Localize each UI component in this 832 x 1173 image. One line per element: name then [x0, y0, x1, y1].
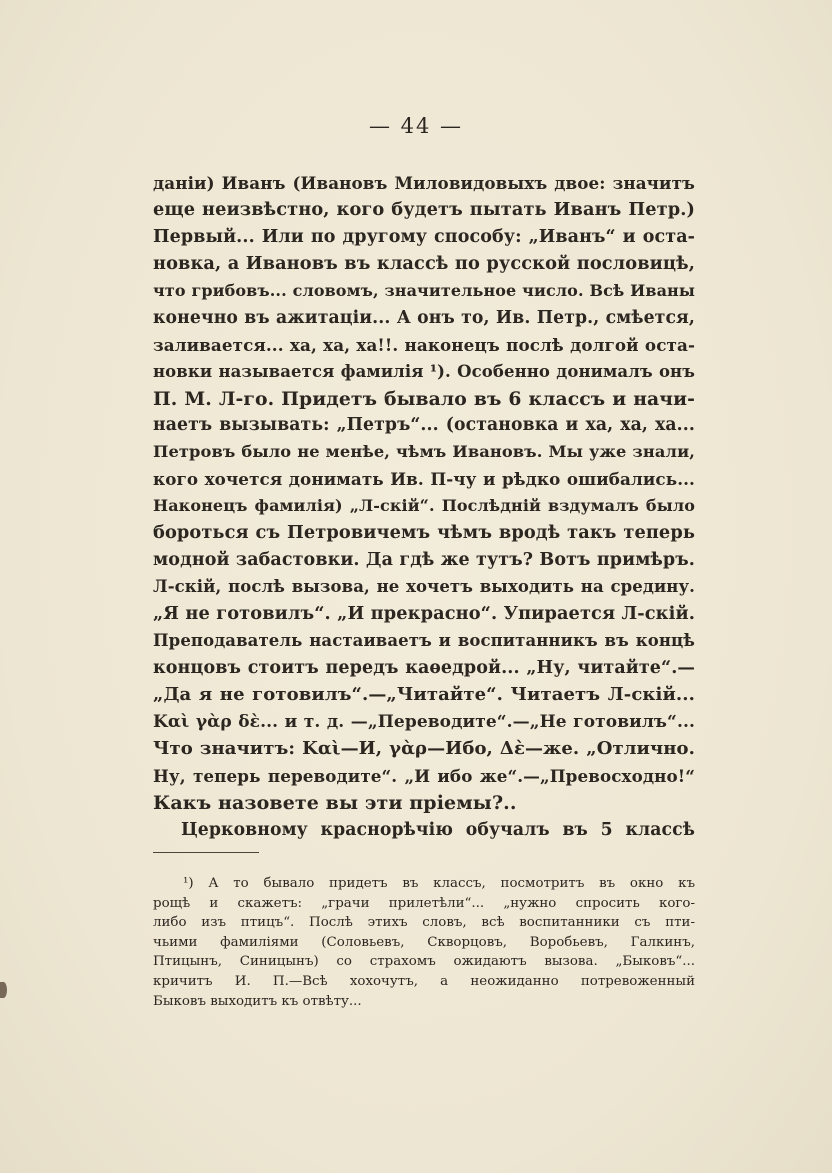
text-line: Церковному краснорѣчію обучалъ въ 5 классѣ	[181, 819, 695, 840]
text-line: наетъ вызывать: „Петръ“... (остановка и ха, ха, ха...	[153, 415, 695, 436]
text-line: Какъ назовете вы эти пріемы?..	[153, 791, 517, 814]
text-line: еще неизвѣстно, кого будетъ пытать Иванъ Петр.)	[153, 198, 695, 220]
text-line: концовъ стоитъ передъ каѳедрой... „Ну, читайте“.—	[153, 657, 695, 678]
text-line: новка, а Ивановъ въ классѣ по русской пословицѣ,	[153, 252, 695, 274]
text-line: даніи) Иванъ (Ивановъ Миловидовыхъ двое: значитъ	[153, 173, 695, 193]
page-number: — 44 —	[368, 114, 464, 138]
text-line: „Я не готовилъ“. „И прекрасно“. Упирается Л-скій.	[153, 603, 695, 624]
body-text	[153, 170, 695, 843]
text-line: кого хочется донимать Ив. П-чу и рѣдко ошибались...	[153, 469, 695, 490]
footnote-rule	[153, 852, 259, 853]
text-line: П. М. Л-го. Придетъ бывало въ 6 классъ и начи-	[153, 387, 695, 410]
text-line: что грибовъ... словомъ, значительное число. Всѣ Иваны	[153, 280, 695, 300]
footnote-line: либо изъ птицъ“. Послѣ этихъ словъ, всѣ воспитанники съ пти-	[153, 915, 695, 931]
text-line: Петровъ было не менѣе, чѣмъ Ивановъ. Мы уже знали,	[153, 442, 695, 462]
text-line: бороться съ Петровичемъ чѣмъ вродѣ такъ теперь	[153, 522, 695, 544]
text-line: модной забастовки. Да гдѣ же тутъ? Вотъ примѣръ.	[153, 550, 695, 571]
text-line: Ну, теперь переводите“. „И ибо же“.—„Превосходно!“	[153, 765, 695, 786]
text-line: Что значитъ: Καὶ—И, γὰρ—Ибо, Δὲ—же. „Отлично.	[153, 737, 695, 759]
text-line: „Да я не готовилъ“.—„Читайте“. Читаетъ Л-скій...	[153, 683, 695, 705]
footnote-line: Быковъ выходитъ къ отвѣту...	[153, 993, 362, 1009]
text-line: Преподаватель настаиваетъ и воспитанникъ въ концѣ	[153, 630, 695, 650]
text-line: заливается... ха, ха, ха!!. наконецъ послѣ долгой оста-	[153, 334, 695, 355]
footnote	[153, 874, 695, 1011]
footnote-line: ¹) А то бывало придетъ въ классъ, посмотритъ въ окно къ	[183, 876, 695, 891]
footnote-line: чьими фамиліями (Соловьевъ, Скворцовъ, Воробьевъ, Галкинъ,	[153, 934, 695, 950]
text-line: Л-скій, послѣ вызова, не хочетъ выходить на средину.	[153, 577, 695, 597]
footnote-line: рощѣ и скажетъ: „грачи прилетѣли“... „нужно спросить кого-	[153, 895, 695, 911]
footnote-line: Птицынъ, Синицынъ) со страхомъ ожидаютъ вызова. „Быковъ“...	[153, 954, 695, 970]
text-line: конечно въ ажитаціи... А онъ то, Ив. Петр., смѣется,	[153, 307, 695, 328]
footnote-line: кричитъ И. П.—Всѣ хохочутъ, а неожиданно потревоженный	[153, 973, 695, 989]
ink-spot	[0, 982, 7, 998]
text-line: Καὶ γὰρ δὲ... и т. д. —„Переводите“.—„Не готовилъ“...	[153, 711, 695, 732]
text-line: Первый... Или по другому способу: „Иванъ“ и оста-	[153, 226, 695, 247]
text-line: Наконецъ фамилія) „Л-скій“. Послѣдній вздумалъ было	[153, 496, 695, 516]
text-line: новки называется фамилія ¹). Особенно донималъ онъ	[153, 361, 695, 381]
